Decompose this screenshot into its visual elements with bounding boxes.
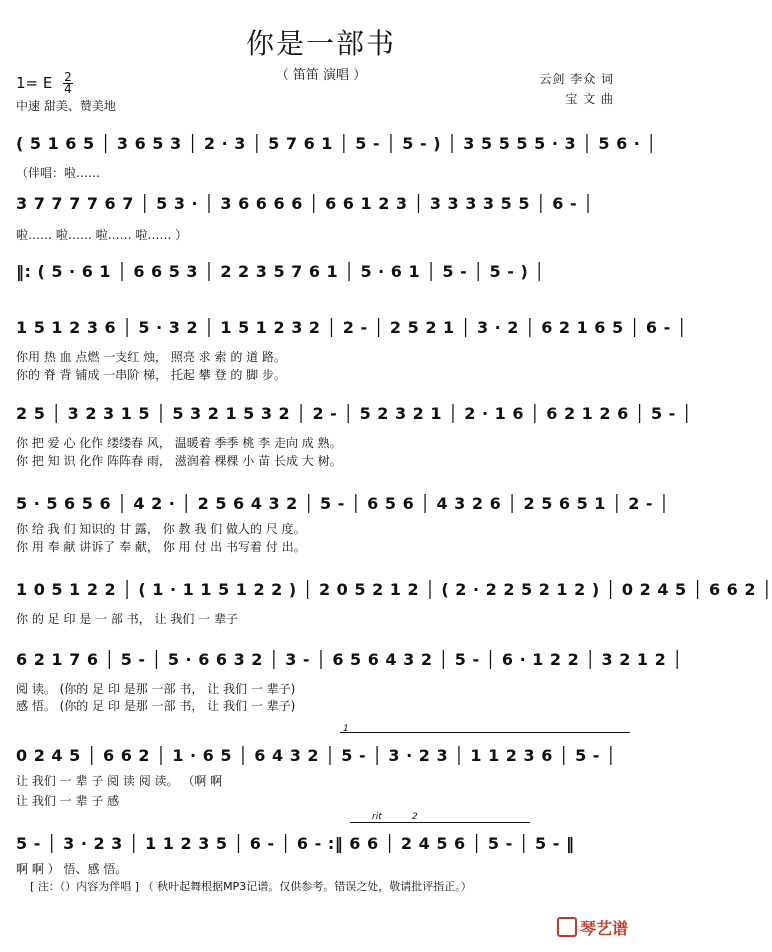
notation-line-10: 5 - │ 3 · 2 3 │ 1 1 2 3 5 │ 6 - │ 6 - :‖ 6 6 │ 2 4 5 6 │ 5 - │ 5 - ‖ xyxy=(16,834,575,853)
volta-1-bracket xyxy=(340,732,630,733)
logo-text: 琴艺谱 xyxy=(579,919,628,938)
volta-2-bracket xyxy=(350,822,530,823)
volta-2-label: 2 xyxy=(412,812,418,822)
volta-1-label: 1 xyxy=(343,724,349,734)
lyrics-line-10: 啊 啊 ） 悟、感 悟。 xyxy=(16,862,128,876)
footer-note: [ 注：（）内容为伴唱 ] （ 秋叶起舞根据MP3记谱。仅供参考。错误之处，敬请批评指正。） xyxy=(30,880,472,893)
notation-line-6: 5 · 5 6 5 6 │ 4 2 · │ 2 5 6 4 3 2 │ 5 - │ 6 5 6 │ 4 3 2 6 │ 2 5 6 5 1 │ 2 - │ xyxy=(16,494,670,513)
notation-line-9: 0 2 4 5 │ 6 6 2 │ 1 · 6 5 │ 6 4 3 2 │ 5 - │ 3 · 2 3 │ 1 1 2 3 6 │ 5 - │ xyxy=(16,746,617,765)
lyrics-line-5a: 你 把 爱 心 化作 缕缕春 风， 温暖着 季季 桃 李 走向 成 熟。 xyxy=(16,436,342,450)
lyrics-line-6b: 你 用 奉 献 讲诉了 奉 献， 你 用 付 出 书写着 付 出。 xyxy=(16,540,306,554)
notation-line-7: 1 0 5 1 2 2 │ ( 1 · 1 1 5 1 2 2 ) │ 2 0 5 2 1 2 │ ( 2 · 2 2 5 2 1 2 ) │ 0 2 4 5 │ 6 6 2 │ xyxy=(16,580,772,599)
lyrics-line-4b: 你的 脊 背 铺成 一串阶 梯， 托起 攀 登 的 脚 步。 xyxy=(16,368,286,382)
tempo-marking: 中速 甜美、赞美地 xyxy=(16,99,116,113)
time-denominator: 4 xyxy=(64,82,72,96)
lyrics-line-6a: 你 给 我 们 知识的 甘 露， 你 教 我 们 做人的 尺 度。 xyxy=(16,522,306,536)
lyrics-line-1: （伴唱：啦…… xyxy=(16,166,101,180)
lyrics-line-7: 你 的 足 印 是 一 部 书， 让 我们 一 辈子 xyxy=(16,612,238,626)
lyrics-line-8b: 感 悟。 (你的 足 印 是那 一部 书， 让 我们 一 辈子) xyxy=(16,699,296,713)
lyrics-line-9b: 让 我们 一 辈 子 感 xyxy=(16,794,120,808)
logo-icon xyxy=(557,917,577,937)
notation-line-2: 3 7 7 7 7 6 7 │ 5 3 · │ 3 6 6 6 6 │ 6 6 1 2 3 │ 3 3 3 3 5 5 │ 6 - │ xyxy=(16,194,594,213)
lyrics-line-9a: 让 我们 一 辈 子 阅 读 阅 读。 （啊 啊 xyxy=(16,774,223,788)
notation-line-5: 2 5 │ 3 2 3 1 5 │ 5 3 2 1 5 3 2 │ 2 - │ 5 2 3 2 1 │ 2 · 1 6 │ 6 2 1 2 6 │ 5 - │ xyxy=(16,404,693,423)
time-signature xyxy=(63,72,73,95)
lyrics-line-5b: 你 把 知 识 化作 阵阵春 雨， 滋润着 棵棵 小 苗 长成 大 树。 xyxy=(16,454,342,468)
lyricist-credit: 云剑 李众 词 xyxy=(539,72,614,86)
song-title: 你是一部书 xyxy=(245,27,396,60)
key-signature xyxy=(16,72,73,95)
notation-line-4: 1 5 1 2 3 6 │ 5 · 3 2 │ 1 5 1 2 3 2 │ 2 - │ 2 5 2 1 │ 3 · 2 │ 6 2 1 6 5 │ 6 - │ xyxy=(16,318,687,337)
site-logo xyxy=(557,916,628,939)
notation-line-8: 6 2 1 7 6 │ 5 - │ 5 · 6 6 3 2 │ 3 - │ 6 5 6 4 3 2 │ 5 - │ 6 · 1 2 2 │ 3 2 1 2 │ xyxy=(16,650,683,669)
time-numerator: 2 xyxy=(64,70,72,84)
lyrics-line-2: 啦…… 啦…… 啦…… 啦…… ） xyxy=(16,228,188,242)
notation-line-1: ( 5 1 6 5 │ 3 6 5 3 │ 2 · 3 │ 5 7 6 1 │ 5 - │ 5 - ) │ 3 5 5 5 5 · 3 │ 5 6 · │ xyxy=(16,134,657,153)
key-label: 1= E xyxy=(16,74,53,92)
lyrics-line-4a: 你用 热 血 点燃 一支红 烛， 照亮 求 索 的 道 路。 xyxy=(16,350,286,364)
notation-line-3: ‖: ( 5 · 6 1 │ 6 6 5 3 │ 2 2 3 5 7 6 1 │ 5 · 6 1 │ 5 - │ 5 - ) │ xyxy=(16,262,545,281)
lyrics-line-8a: 阅 读。 (你的 足 印 是那 一部 书， 让 我们 一 辈子) xyxy=(16,682,296,696)
ritardando-mark: rit xyxy=(372,812,382,822)
composer-credit: 宝 文 曲 xyxy=(565,92,614,106)
performer-subtitle: （ 笛笛 演唱 ） xyxy=(275,68,367,83)
